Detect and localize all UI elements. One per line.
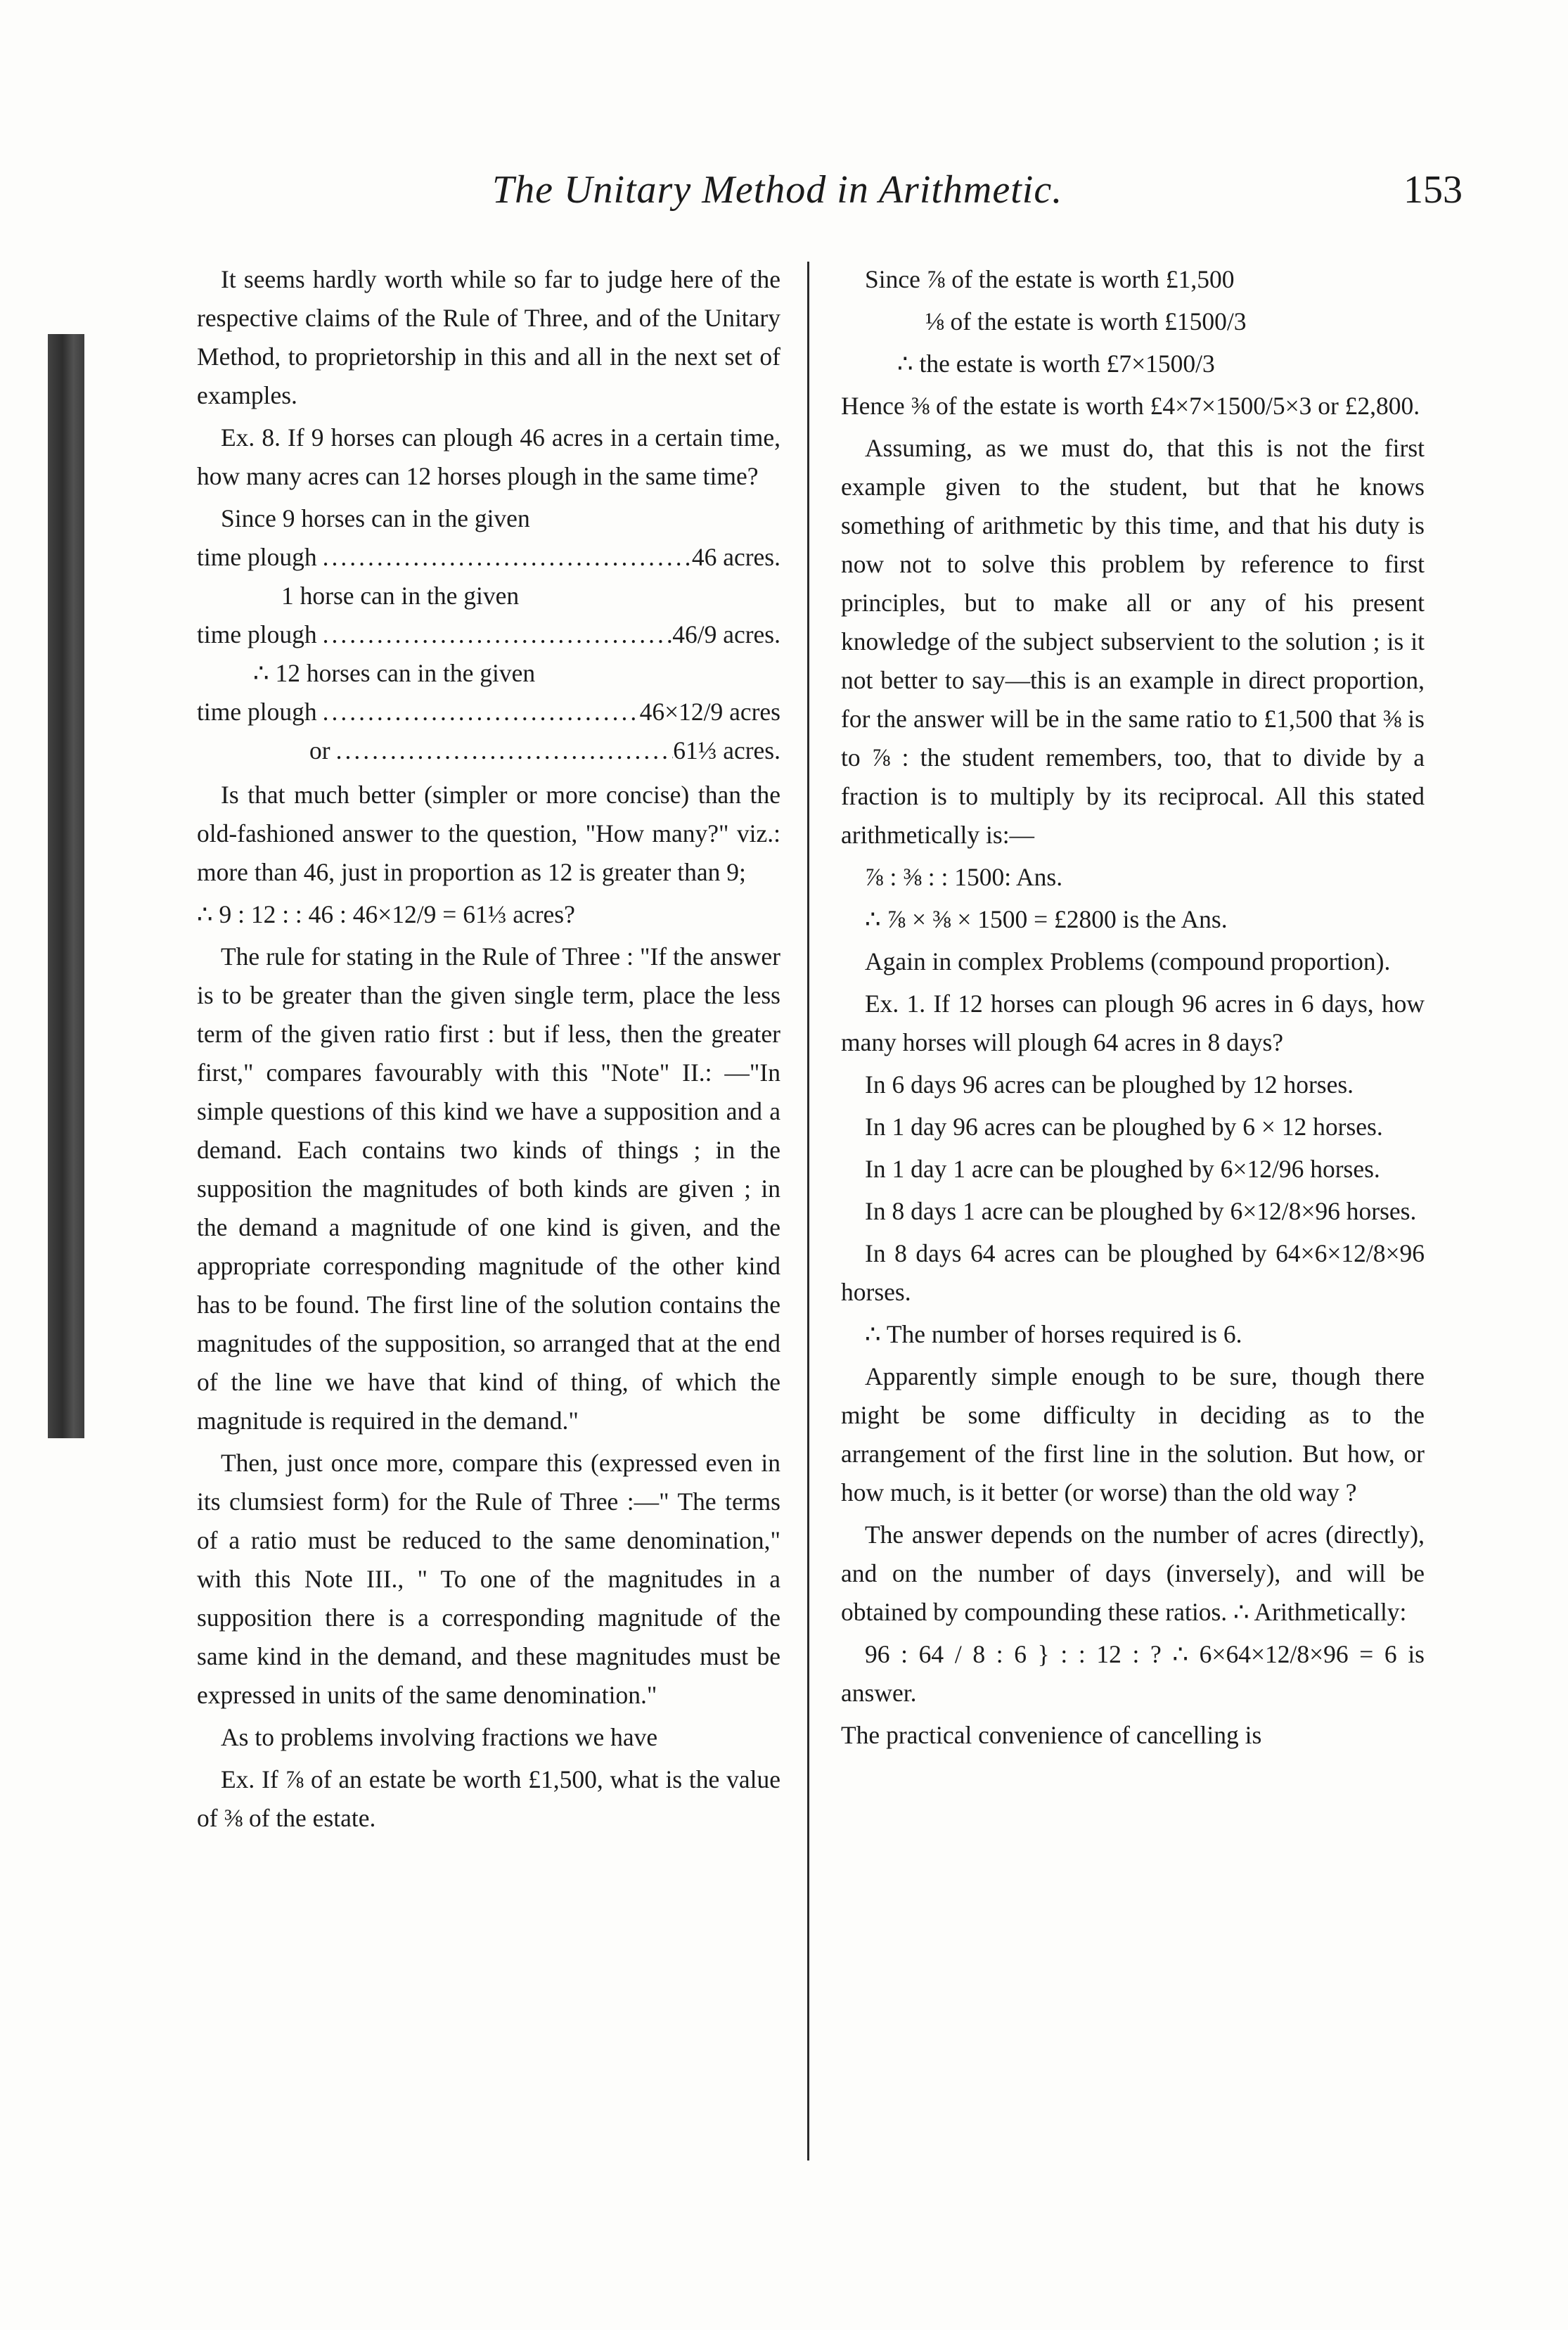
solution-line: 1 horse can in the given: [281, 582, 520, 610]
paragraph: Then, just once more, compare this (expressed even in its clumsiest form) for the Rule of Three :—" The terms of a ratio must be reduced to the same denomination," with this Note III., " To one of the magnitudes in a supposition there is a corresponding magnitude of the same kind in the demand, and these magnitudes must be expressed in units of the same denomination.": [197, 1449, 780, 1709]
working-step: In 6 days 96 acres can be ploughed by 12 horses.: [865, 1070, 1354, 1099]
solution-line: ∴ 12 horses can in the given: [253, 659, 536, 687]
working-step: In 8 days 1 acre can be ploughed by 6×12/8×96 horses.: [865, 1197, 1417, 1225]
solution-line: Hence ⅜ of the estate is worth £4×7×1500/5×3 or £2,800.: [841, 392, 1420, 420]
solution-line: [197, 731, 780, 770]
working-step: In 8 days 64 acres can be ploughed by 64×6×12/8×96 horses.: [841, 1239, 1425, 1306]
leader-dots: [317, 693, 640, 731]
solution-line: Since 9 horses can in the given: [221, 504, 530, 532]
running-header: [492, 167, 1463, 231]
solution-line: [197, 693, 780, 731]
solution-value: 46/9 acres.: [672, 620, 780, 648]
solution-text: or: [309, 736, 330, 764]
leader-dots: [317, 615, 673, 654]
paragraph: The practical convenience of cancelling is: [841, 1721, 1262, 1749]
solution-value: 61⅓ acres.: [673, 736, 780, 764]
paragraph: It seems hardly worth while so far to judge here of the respective claims of the Rule of Three, and of the Unitary Method, to proprietorship in this and all in the next set of examples.: [197, 265, 780, 409]
example-1: Ex. 1. If 12 horses can plough 96 acres in 6 days, how many horses will plough 64 acres in 8 days?: [841, 990, 1425, 1056]
leader-dots: [317, 538, 692, 577]
solution-line: [197, 615, 780, 654]
show-through-mark: [48, 334, 84, 1438]
example: Ex. If ⅞ of an estate be worth £1,500, what is the value of ⅜ of the estate.: [197, 1765, 780, 1832]
paragraph: The rule for stating in the Rule of Three : "If the answer is to be greater than the given single term, place the less term of the given ratio first : but if less, then the greater first," compares favourably with this "Note" II.: —"In simple questions of this kind we have a supposition and a demand. Each contains two kinds of things ; in the supposition the magnitudes of both kinds are given ; in the demand a magnitude of one kind is given, and the appropriate corresponding magnitude of the other kind has to be found. The first line of the solution contains the magnitudes of the supposition, so arranged that at the end of the line we have that kind of thing, of which the magnitude is required in the demand.": [197, 942, 780, 1435]
running-title: The Unitary Method in Arithmetic.: [492, 168, 1063, 212]
formula: 96 : 64 / 8 : 6 } : : 12 : ? ∴ 6×64×12/8×96 = 6 is answer.: [841, 1640, 1425, 1707]
column-divider: [807, 262, 809, 2161]
page-number: 153: [1403, 168, 1463, 212]
left-column: [197, 260, 780, 1841]
working-step: In 1 day 96 acres can be ploughed by 6 × 12 horses.: [865, 1113, 1383, 1141]
example-8: Ex. 8. If 9 horses can plough 46 acres in a certain time, how many acres can 12 horses plough in the same time?: [197, 423, 780, 490]
paragraph: Again in complex Problems (compound proportion).: [865, 947, 1391, 975]
solution-block: [197, 499, 780, 770]
working-steps: [841, 1065, 1425, 1354]
solution-line: [197, 538, 780, 577]
right-column: [841, 260, 1425, 1758]
solution-value: 46 acres.: [691, 543, 780, 571]
solution-text: time plough: [197, 620, 317, 648]
solution-value: 46×12/9 acres: [639, 698, 780, 726]
formula: ⅞ : ⅜ : : 1500: Ans.: [865, 863, 1063, 891]
formula: ∴ ⅞ × ⅜ × 1500 = £2800 is the Ans.: [865, 905, 1228, 933]
formula: ∴ 9 : 12 : : 46 : 46×12/9 = 61⅓ acres?: [197, 900, 575, 928]
paragraph: Is that much better (simpler or more concise) than the old-fashioned answer to the question, "How many?" viz.: more than 46, just in proportion as 12 is greater than 9;: [197, 781, 780, 886]
solution-line: ⅛ of the estate is worth £1500/3: [925, 307, 1247, 335]
solution-text: time plough: [197, 543, 317, 571]
paragraph: The answer depends on the number of acres (directly), and on the number of days (inversely), and will be obtained by compounding these ratios. ∴ Arithmetically:: [841, 1521, 1425, 1626]
solution-text: time plough: [197, 698, 317, 726]
paragraph: Assuming, as we must do, that this is not the first example given to the student, but that he knows something of arithmetic by this time, and that his duty is now not to solve this problem by reference to first principles, but to make all or any of his present knowledge of the subject subservient to the solution ; is it not better to say—this is an example in direct proportion, for the answer will be in the same ratio to £1,500 that ⅜ is to ⅞ : the student remembers, too, that to divide by a fraction is to multiply by its reciprocal. All this stated arithmetically is:—: [841, 434, 1425, 849]
leader-dots: [330, 731, 674, 770]
working-step: ∴ The number of horses required is 6.: [865, 1320, 1242, 1348]
solution-line: ∴ the estate is worth £7×1500/3: [897, 350, 1215, 378]
solution-line: Since ⅞ of the estate is worth £1,500: [865, 265, 1235, 293]
paragraph: Apparently simple enough to be sure, though there might be some difficulty in deciding as to the arrangement of the first line in the solution. But how, or how much, is it better (or worse) than the old way ?: [841, 1362, 1425, 1506]
working-step: In 1 day 1 acre can be ploughed by 6×12/96 horses.: [865, 1155, 1380, 1183]
paragraph: As to problems involving fractions we have: [221, 1723, 658, 1751]
